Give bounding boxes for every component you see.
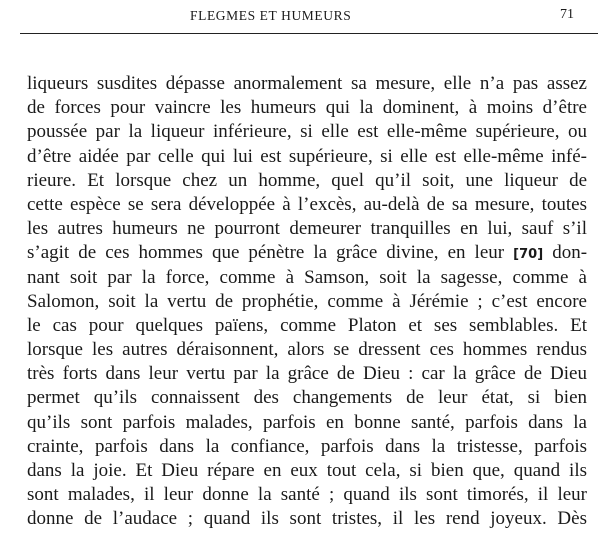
text-line: donne de l’audace ; quand ils sont tristes, il les rend joyeux. Dès	[27, 508, 587, 530]
text-line: très forts dans leur vertu par la grâce de Dieu : car la grâce de Dieu	[27, 363, 587, 385]
text-line: d’être aidée par celle qui lui est supérieure, si elle est elle-même infé-	[27, 145, 587, 167]
text-line: permet qu’ils connaissent des changements de leur état, si bien	[27, 387, 587, 409]
text-line: cette espèce se sera développée à l’excès, au-delà de sa mesure, toutes	[27, 193, 587, 215]
text-line-segment: don-	[552, 242, 588, 264]
text-line: nant soit par la force, comme à Samson, soit la sagesse, comme à	[27, 266, 587, 288]
text-line: dans la joie. Et Dieu répare en eux tout cela, si bien que, quand ils	[27, 460, 587, 481]
text-line: les autres humeurs ne pourront demeurer tranquilles en lui, sauf s’il	[27, 218, 587, 240]
manuscript-folio-marker: [70]	[513, 247, 544, 263]
text-line: crainte, parfois dans la confiance, parfois dans la tristesse, parfois	[27, 435, 587, 457]
text-line: lorsque les autres déraisonnent, alors se dressent ces hommes rendus	[27, 339, 587, 361]
text-line: rieure. Et lorsque chez un homme, quel qu’il soit, une liqueur de	[27, 169, 587, 191]
text-line: le cas pour quelques païens, comme Platon et ses semblables. Et	[27, 314, 587, 336]
text-line: Salomon, soit la vertu de prophétie, comme à Jérémie ; c’est encore	[27, 290, 587, 312]
text-line-segment: s’agit de ces hommes que pénètre la grâce divine, en leur	[27, 242, 505, 264]
text-line: poussée par la liqueur inférieure, si elle est elle-même supérieure, ou	[27, 121, 587, 143]
text-line-with-marker	[27, 241, 587, 265]
running-head-title: FLEGMES ET HUMEURS	[190, 8, 352, 23]
page-number: 71	[560, 7, 574, 22]
header-rule	[20, 33, 598, 34]
text-line: qu’ils sont parfois malades, parfois en bonne santé, parfois dans la	[27, 411, 587, 433]
body-paragraph	[27, 72, 587, 532]
text-line: liqueurs susdites dépasse anormalement sa mesure, elle n’a pas assez	[27, 73, 587, 94]
text-line: de forces pour vaincre les humeurs qui la dominent, à moins d’être	[27, 97, 587, 119]
text-line: sont malades, il leur donne la santé ; quand ils sont timorés, il leur	[27, 484, 587, 506]
